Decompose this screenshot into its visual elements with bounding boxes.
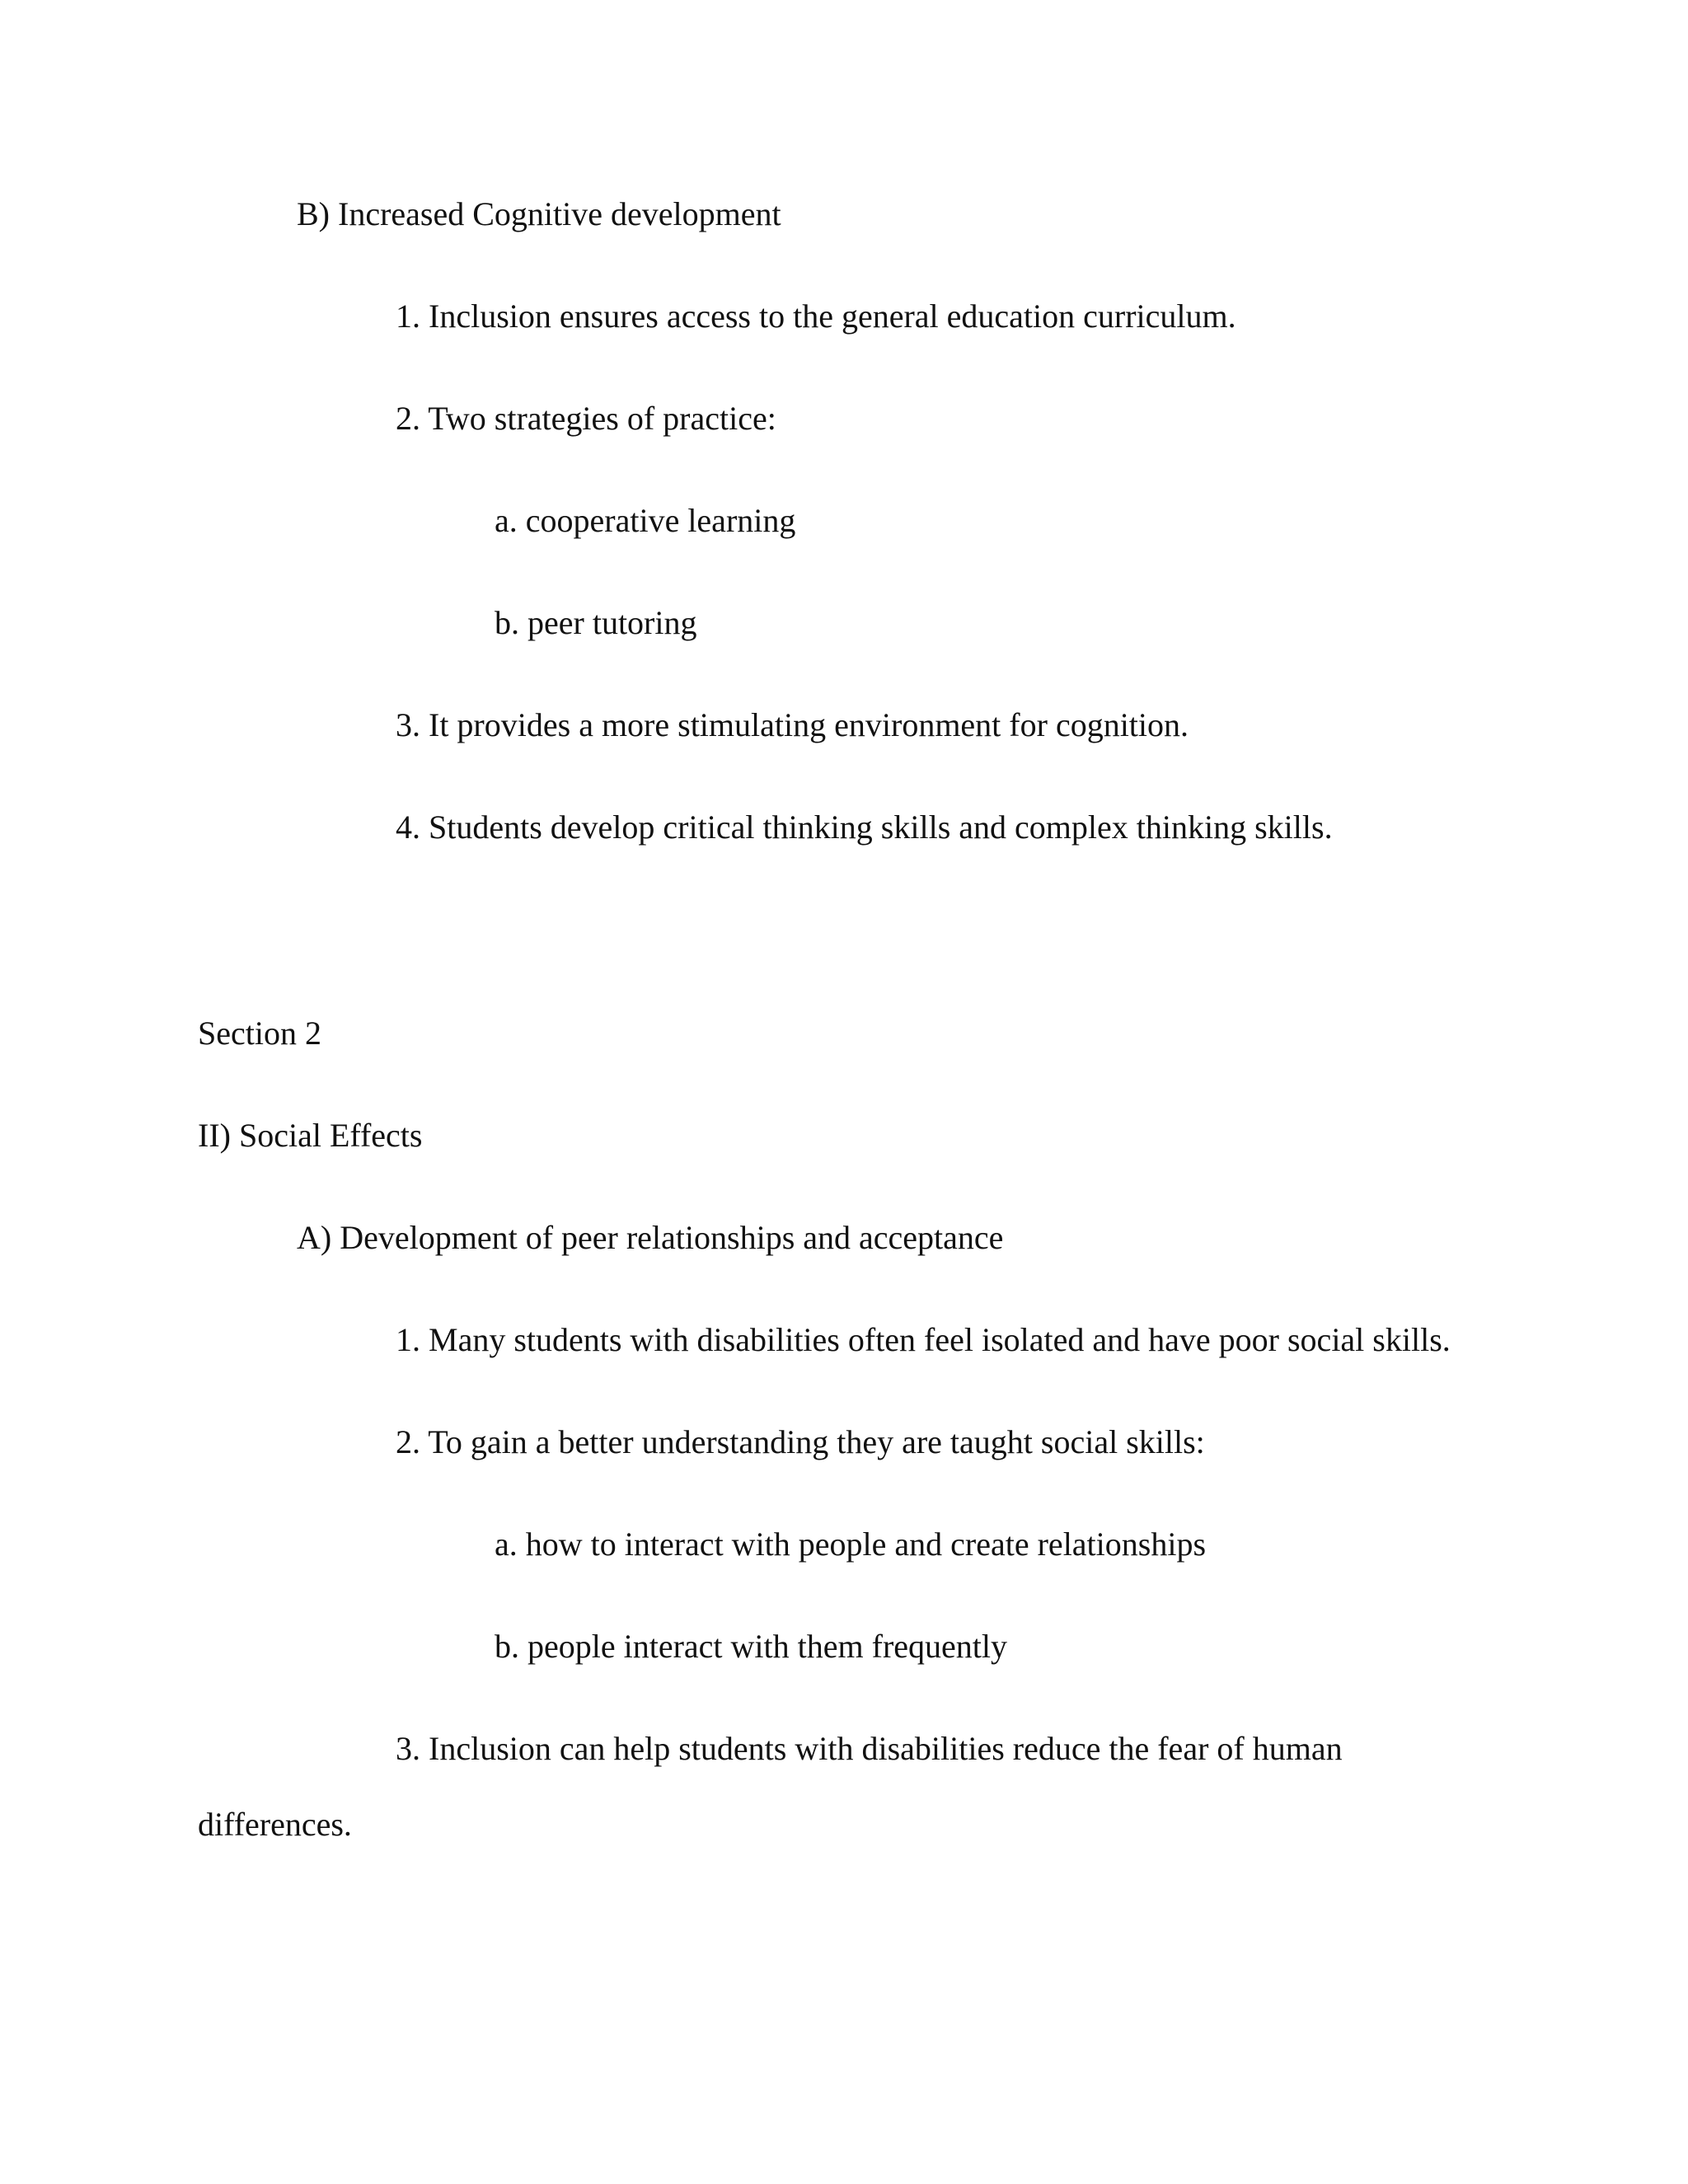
list-item: 2. Two strategies of practice: — [396, 400, 776, 437]
list-item-continuation: differences. — [198, 1806, 352, 1843]
subheading-cognitive-development: B) Increased Cognitive development — [297, 195, 781, 232]
list-item: 3. Inclusion can help students with disabilities reduce the fear of human — [396, 1730, 1343, 1767]
sub-list-item: a. how to interact with people and create relationships — [495, 1526, 1207, 1563]
subheading-peer-relationships: A) Development of peer relationships and acceptance — [297, 1219, 1004, 1256]
sub-list-item: a. cooperative learning — [495, 502, 796, 539]
list-item: 1. Inclusion ensures access to the general education curriculum. — [396, 298, 1236, 335]
list-item: 3. It provides a more stimulating environment for cognition. — [396, 706, 1189, 743]
sub-list-item: b. people interact with them frequently — [495, 1628, 1008, 1665]
list-item: 2. To gain a better understanding they are taught social skills: — [396, 1423, 1205, 1460]
section-heading: II) Social Effects — [198, 1117, 423, 1154]
sub-list-item: b. peer tutoring — [495, 604, 697, 641]
section-label: Section 2 — [198, 1015, 321, 1052]
list-item: 1. Many students with disabilities often feel isolated and have poor social skills. — [396, 1321, 1451, 1358]
list-item: 4. Students develop critical thinking skills and complex thinking skills. — [396, 808, 1333, 846]
